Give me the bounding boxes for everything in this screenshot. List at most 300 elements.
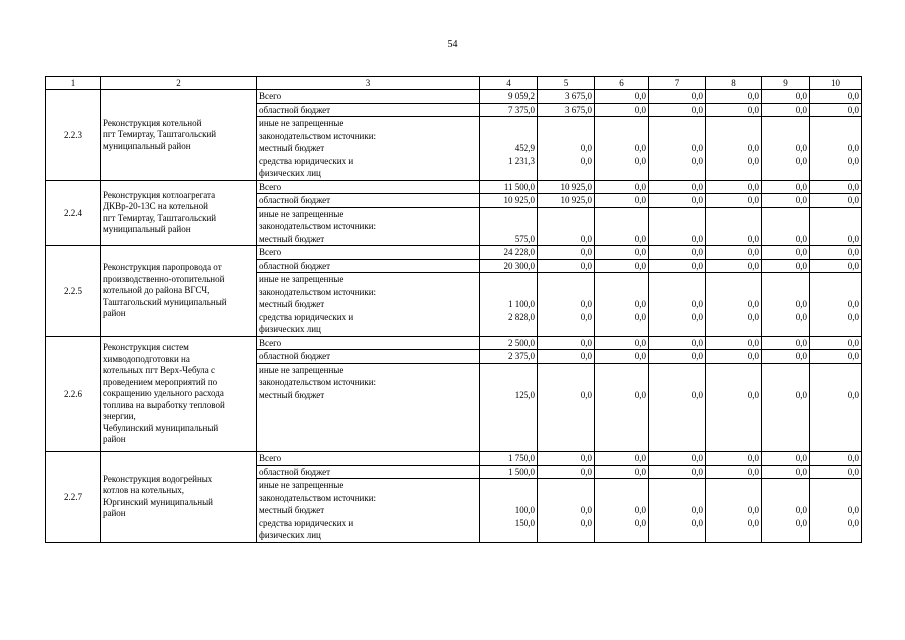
amount-value: 0,0 bbox=[634, 247, 646, 257]
amount-value bbox=[597, 286, 646, 299]
funding-source-cell bbox=[257, 246, 480, 260]
amount-cell bbox=[649, 350, 706, 364]
amount-value bbox=[597, 376, 646, 389]
amount-cell bbox=[480, 273, 538, 337]
amount-cell bbox=[649, 180, 706, 194]
amount-value bbox=[597, 273, 646, 286]
amount-value: 7 375,0 bbox=[508, 104, 535, 115]
amount-cell bbox=[649, 246, 706, 260]
amount-value bbox=[812, 286, 859, 299]
amount-value: 0,0 bbox=[580, 453, 592, 463]
row-description bbox=[101, 246, 257, 337]
amount-value bbox=[482, 426, 535, 439]
amount-cell bbox=[706, 259, 762, 273]
amount-value: 0,0 bbox=[847, 505, 859, 515]
description-line: Таштагольский муниципальный bbox=[103, 296, 227, 307]
amount-cell bbox=[762, 452, 810, 466]
amount-cell bbox=[480, 336, 538, 350]
amount-cell bbox=[810, 90, 862, 104]
amount-value bbox=[597, 220, 646, 233]
amount-cell bbox=[762, 246, 810, 260]
amount-value: 0,0 bbox=[691, 299, 703, 309]
amount-value bbox=[812, 439, 859, 452]
amount-value bbox=[764, 401, 807, 414]
amount-value bbox=[651, 426, 703, 439]
funding-source-cell bbox=[257, 363, 480, 452]
funding-source-line: средства юридических и bbox=[259, 311, 354, 322]
amount-value bbox=[482, 208, 535, 221]
funding-source-line: иные не запрещенные bbox=[259, 118, 344, 128]
amount-cell bbox=[810, 103, 862, 117]
funding-source-line: областной бюджет bbox=[259, 195, 331, 205]
amount-value: 0,0 bbox=[580, 505, 592, 515]
amount-value: 0,0 bbox=[847, 351, 859, 361]
row-description bbox=[101, 336, 257, 452]
amount-value bbox=[764, 130, 807, 143]
amount-value bbox=[708, 323, 759, 336]
amount-value bbox=[651, 167, 703, 180]
amount-cell bbox=[538, 465, 595, 479]
amount-cell bbox=[480, 246, 538, 260]
amount-cell bbox=[706, 350, 762, 364]
amount-value: 0,0 bbox=[847, 247, 859, 257]
row-code: 2.2.5 bbox=[46, 246, 101, 337]
table-row bbox=[46, 452, 862, 466]
amount-value: 0,0 bbox=[634, 389, 646, 400]
description-line: химводоподготовки на bbox=[103, 353, 190, 364]
amount-value: 0,0 bbox=[795, 260, 807, 271]
amount-cell bbox=[595, 194, 649, 208]
description-line: сокращению удельного расхода bbox=[103, 388, 224, 398]
funding-source-cell bbox=[257, 259, 480, 273]
amount-value: 0,0 bbox=[847, 299, 859, 309]
amount-value: 0,0 bbox=[634, 299, 646, 309]
amount-cell bbox=[480, 479, 538, 543]
amount-value: 452,9 bbox=[514, 143, 535, 153]
amount-value bbox=[812, 273, 859, 286]
amount-value: 0,0 bbox=[691, 466, 703, 477]
amount-cell bbox=[538, 452, 595, 466]
amount-value: 0,0 bbox=[747, 351, 759, 361]
amount-value bbox=[708, 167, 759, 180]
table-row bbox=[46, 246, 862, 260]
amount-cell bbox=[538, 479, 595, 543]
amount-value bbox=[482, 479, 535, 492]
amount-value bbox=[764, 529, 807, 542]
funding-source-cell bbox=[257, 452, 480, 466]
description-line: район bbox=[103, 308, 126, 318]
amount-value bbox=[597, 439, 646, 452]
funding-source-line: Всего bbox=[259, 91, 282, 101]
amount-cell bbox=[706, 452, 762, 466]
funding-source-cell bbox=[257, 350, 480, 364]
amount-cell bbox=[762, 259, 810, 273]
amount-value bbox=[651, 220, 703, 233]
amount-value: 0,0 bbox=[795, 91, 807, 101]
column-header: 7 bbox=[649, 77, 706, 90]
amount-cell bbox=[595, 273, 649, 337]
amount-cell bbox=[706, 207, 762, 246]
amount-value: 150,0 bbox=[514, 517, 535, 528]
amount-cell bbox=[649, 103, 706, 117]
amount-cell bbox=[649, 259, 706, 273]
funding-source-line bbox=[259, 401, 477, 414]
amount-cell bbox=[480, 350, 538, 364]
description-line: топлива на выработку тепловой bbox=[103, 399, 225, 410]
amount-value: 3 675,0 bbox=[565, 104, 592, 115]
amount-value: 0,0 bbox=[634, 466, 646, 477]
amount-value: 0,0 bbox=[691, 155, 703, 166]
amount-value bbox=[708, 426, 759, 439]
funding-source-cell bbox=[257, 479, 480, 543]
amount-cell bbox=[538, 350, 595, 364]
amount-value bbox=[764, 376, 807, 389]
amount-value: 0,0 bbox=[847, 195, 859, 205]
amount-cell bbox=[538, 336, 595, 350]
amount-cell bbox=[649, 90, 706, 104]
amount-value: 0,0 bbox=[795, 389, 807, 400]
amount-cell bbox=[538, 194, 595, 208]
amount-value: 0,0 bbox=[634, 104, 646, 115]
column-header: 10 bbox=[810, 77, 862, 90]
amount-cell bbox=[706, 465, 762, 479]
amount-cell bbox=[480, 363, 538, 452]
amount-cell bbox=[595, 180, 649, 194]
amount-value: 0,0 bbox=[747, 91, 759, 101]
amount-value bbox=[708, 208, 759, 221]
amount-cell bbox=[810, 246, 862, 260]
amount-cell bbox=[480, 259, 538, 273]
amount-value bbox=[764, 220, 807, 233]
amount-value: 0,0 bbox=[747, 247, 759, 257]
amount-value bbox=[812, 130, 859, 143]
amount-cell bbox=[706, 180, 762, 194]
amount-value: 0,0 bbox=[847, 155, 859, 166]
amount-value: 0,0 bbox=[634, 337, 646, 348]
amount-value bbox=[597, 323, 646, 336]
column-header: 8 bbox=[706, 77, 762, 90]
amount-value bbox=[812, 414, 859, 427]
amount-value bbox=[540, 414, 592, 427]
amount-value: 0,0 bbox=[795, 453, 807, 463]
funding-source-cell bbox=[257, 273, 480, 337]
amount-value: 125,0 bbox=[514, 389, 535, 400]
amount-value bbox=[812, 117, 859, 130]
amount-value: 0,0 bbox=[691, 195, 703, 205]
amount-value: 0,0 bbox=[847, 466, 859, 477]
amount-cell bbox=[810, 479, 862, 543]
amount-value bbox=[651, 479, 703, 492]
table-row bbox=[46, 90, 862, 104]
amount-value bbox=[764, 117, 807, 130]
funding-source-line: законодательством источники: bbox=[259, 130, 377, 141]
amount-value bbox=[764, 364, 807, 377]
amount-value: 0,0 bbox=[795, 155, 807, 166]
amount-value bbox=[482, 220, 535, 233]
amount-value bbox=[708, 273, 759, 286]
amount-value: 0,0 bbox=[691, 143, 703, 153]
amount-cell bbox=[810, 452, 862, 466]
description-line: Юргинский муниципальный bbox=[103, 496, 213, 507]
amount-value: 0,0 bbox=[847, 260, 859, 271]
amount-value: 0,0 bbox=[580, 517, 592, 528]
amount-cell bbox=[538, 117, 595, 181]
amount-cell bbox=[649, 194, 706, 208]
amount-value bbox=[651, 529, 703, 542]
funding-source-line: физических лиц bbox=[259, 530, 321, 540]
amount-value: 0,0 bbox=[634, 143, 646, 153]
amount-value: 575,0 bbox=[514, 233, 535, 244]
amount-value bbox=[597, 492, 646, 505]
row-description bbox=[101, 452, 257, 543]
amount-value: 0,0 bbox=[634, 181, 646, 192]
amount-value: 0,0 bbox=[747, 181, 759, 192]
amount-cell bbox=[706, 273, 762, 337]
amount-cell bbox=[762, 90, 810, 104]
funding-source-line: законодательством источники: bbox=[259, 221, 377, 231]
funding-source-line: законодательством источники: bbox=[259, 492, 377, 503]
amount-cell bbox=[706, 336, 762, 350]
amount-value bbox=[651, 376, 703, 389]
amount-value: 0,0 bbox=[747, 195, 759, 205]
description-line: пгт Темиртау, Таштагольский bbox=[103, 129, 217, 139]
amount-value: 0,0 bbox=[847, 337, 859, 348]
amount-cell bbox=[538, 273, 595, 337]
amount-cell bbox=[595, 363, 649, 452]
amount-value: 0,0 bbox=[580, 351, 592, 361]
funding-source-line: областной бюджет bbox=[259, 104, 331, 115]
column-header: 2 bbox=[101, 77, 257, 90]
amount-value: 20 300,0 bbox=[503, 260, 535, 271]
amount-value: 0,0 bbox=[634, 91, 646, 101]
amount-cell bbox=[538, 207, 595, 246]
amount-value: 0,0 bbox=[691, 337, 703, 348]
amount-value: 0,0 bbox=[847, 517, 859, 528]
amount-value: 2 500,0 bbox=[508, 337, 535, 348]
amount-cell bbox=[595, 452, 649, 466]
amount-value: 0,0 bbox=[795, 505, 807, 515]
description-line: район bbox=[103, 434, 126, 444]
amount-cell bbox=[649, 117, 706, 181]
amount-value bbox=[764, 439, 807, 452]
amount-value: 0,0 bbox=[580, 247, 592, 257]
amount-value: 0,0 bbox=[691, 247, 703, 257]
amount-cell bbox=[480, 103, 538, 117]
amount-cell bbox=[649, 363, 706, 452]
amount-value: 0,0 bbox=[795, 466, 807, 477]
funding-source-line bbox=[259, 414, 477, 427]
funding-source-line: местный бюджет bbox=[259, 299, 325, 309]
amount-value bbox=[597, 117, 646, 130]
funding-source-line: местный бюджет bbox=[259, 389, 325, 400]
amount-cell bbox=[538, 180, 595, 194]
amount-value: 0,0 bbox=[691, 505, 703, 515]
amount-value bbox=[482, 273, 535, 286]
amount-cell bbox=[595, 350, 649, 364]
page-number: 54 bbox=[447, 39, 458, 50]
amount-value bbox=[482, 286, 535, 299]
row-code: 2.2.3 bbox=[46, 90, 101, 181]
amount-cell bbox=[762, 273, 810, 337]
row-description bbox=[101, 90, 257, 181]
amount-value: 0,0 bbox=[747, 505, 759, 515]
amount-value bbox=[708, 529, 759, 542]
amount-cell bbox=[810, 465, 862, 479]
description-line: энергии, bbox=[103, 411, 136, 421]
amount-value: 2 375,0 bbox=[508, 351, 535, 361]
amount-cell bbox=[762, 350, 810, 364]
amount-cell bbox=[480, 117, 538, 181]
amount-cell bbox=[762, 117, 810, 181]
amount-value: 0,0 bbox=[691, 517, 703, 528]
amount-value bbox=[708, 220, 759, 233]
amount-value bbox=[540, 273, 592, 286]
funding-source-cell bbox=[257, 180, 480, 194]
amount-cell bbox=[762, 207, 810, 246]
funding-source-cell bbox=[257, 194, 480, 208]
amount-value: 0,0 bbox=[747, 233, 759, 244]
amount-cell bbox=[649, 479, 706, 543]
amount-cell bbox=[480, 207, 538, 246]
amount-value: 0,0 bbox=[691, 453, 703, 463]
row-code: 2.2.7 bbox=[46, 452, 101, 543]
amount-cell bbox=[762, 180, 810, 194]
amount-cell bbox=[538, 90, 595, 104]
column-header: 3 bbox=[257, 77, 480, 90]
amount-value bbox=[812, 364, 859, 377]
amount-value bbox=[540, 364, 592, 377]
amount-value: 0,0 bbox=[795, 143, 807, 153]
table-row bbox=[46, 180, 862, 194]
amount-cell bbox=[810, 273, 862, 337]
amount-value: 0,0 bbox=[847, 233, 859, 244]
amount-cell bbox=[810, 363, 862, 452]
description-line: пгт Темиртау, Таштагольский bbox=[103, 212, 217, 223]
funding-source-line: местный бюджет bbox=[259, 505, 325, 515]
funding-source-cell bbox=[257, 465, 480, 479]
amount-value: 0,0 bbox=[847, 453, 859, 463]
amount-value bbox=[482, 117, 535, 130]
amount-value: 0,0 bbox=[634, 233, 646, 244]
description-line: проведением мероприятий по bbox=[103, 376, 218, 387]
amount-value: 0,0 bbox=[580, 143, 592, 153]
description-line: Чебулинский муниципальный bbox=[103, 422, 219, 433]
amount-value bbox=[597, 529, 646, 542]
amount-cell bbox=[538, 363, 595, 452]
amount-value bbox=[540, 286, 592, 299]
funding-source-line: местный бюджет bbox=[259, 233, 325, 244]
amount-value bbox=[482, 323, 535, 336]
description-line: муниципальный район bbox=[103, 224, 191, 235]
amount-value: 0,0 bbox=[795, 351, 807, 361]
amount-cell bbox=[649, 452, 706, 466]
amount-value bbox=[708, 414, 759, 427]
amount-value: 0,0 bbox=[747, 143, 759, 153]
amount-cell bbox=[762, 103, 810, 117]
amount-value bbox=[764, 479, 807, 492]
funding-source-cell bbox=[257, 207, 480, 246]
amount-cell bbox=[706, 103, 762, 117]
amount-value: 10 925,0 bbox=[503, 195, 535, 205]
amount-cell bbox=[480, 452, 538, 466]
amount-value bbox=[597, 426, 646, 439]
amount-value bbox=[540, 492, 592, 505]
amount-value: 0,0 bbox=[795, 311, 807, 322]
amount-value bbox=[540, 401, 592, 414]
funding-source-line: иные не запрещенные bbox=[259, 480, 344, 490]
amount-value: 0,0 bbox=[580, 311, 592, 322]
amount-cell bbox=[810, 336, 862, 350]
amount-value: 0,0 bbox=[691, 351, 703, 361]
amount-value bbox=[540, 130, 592, 143]
amount-cell bbox=[538, 259, 595, 273]
amount-value: 0,0 bbox=[795, 233, 807, 244]
amount-value bbox=[540, 167, 592, 180]
amount-cell bbox=[649, 465, 706, 479]
amount-value: 0,0 bbox=[795, 195, 807, 205]
amount-value bbox=[812, 492, 859, 505]
amount-value: 1 231,3 bbox=[508, 155, 535, 166]
amount-value: 0,0 bbox=[691, 104, 703, 115]
amount-value bbox=[708, 492, 759, 505]
column-header: 5 bbox=[538, 77, 595, 90]
funding-source-line bbox=[259, 426, 477, 439]
amount-cell bbox=[595, 103, 649, 117]
amount-value: 0,0 bbox=[634, 517, 646, 528]
funding-source-line bbox=[259, 439, 477, 452]
amount-value: 0,0 bbox=[634, 311, 646, 322]
amount-value: 9 059,2 bbox=[508, 91, 535, 101]
amount-cell bbox=[762, 465, 810, 479]
amount-cell bbox=[706, 117, 762, 181]
description-line: Реконструкция водогрейных bbox=[103, 473, 213, 484]
amount-cell bbox=[538, 103, 595, 117]
amount-value bbox=[651, 414, 703, 427]
description-line: ДКВр-20-13С на котельной bbox=[103, 201, 208, 212]
amount-value: 0,0 bbox=[847, 104, 859, 115]
amount-value: 0,0 bbox=[634, 260, 646, 271]
amount-value bbox=[482, 439, 535, 452]
amount-cell bbox=[810, 259, 862, 273]
description-line: Реконструкция котельной bbox=[103, 117, 202, 128]
amount-value bbox=[651, 401, 703, 414]
amount-value: 1 750,0 bbox=[508, 453, 535, 463]
description-line: район bbox=[103, 508, 126, 519]
amount-cell bbox=[595, 336, 649, 350]
amount-cell bbox=[649, 207, 706, 246]
amount-cell bbox=[595, 90, 649, 104]
funding-source-line: средства юридических и bbox=[259, 517, 354, 528]
amount-value: 0,0 bbox=[580, 466, 592, 477]
amount-value: 0,0 bbox=[795, 517, 807, 528]
amount-cell bbox=[762, 336, 810, 350]
amount-value: 0,0 bbox=[847, 91, 859, 101]
funding-source-cell bbox=[257, 103, 480, 117]
amount-value: 0,0 bbox=[691, 91, 703, 101]
amount-value bbox=[764, 167, 807, 180]
column-header: 4 bbox=[480, 77, 538, 90]
amount-value bbox=[482, 130, 535, 143]
amount-value bbox=[540, 117, 592, 130]
amount-value bbox=[482, 401, 535, 414]
amount-value: 0,0 bbox=[747, 260, 759, 271]
row-code: 2.2.6 bbox=[46, 336, 101, 452]
amount-cell bbox=[595, 259, 649, 273]
amount-value bbox=[482, 364, 535, 377]
amount-value: 0,0 bbox=[747, 517, 759, 528]
amount-value bbox=[651, 286, 703, 299]
funding-source-line: местный бюджет bbox=[259, 143, 325, 153]
